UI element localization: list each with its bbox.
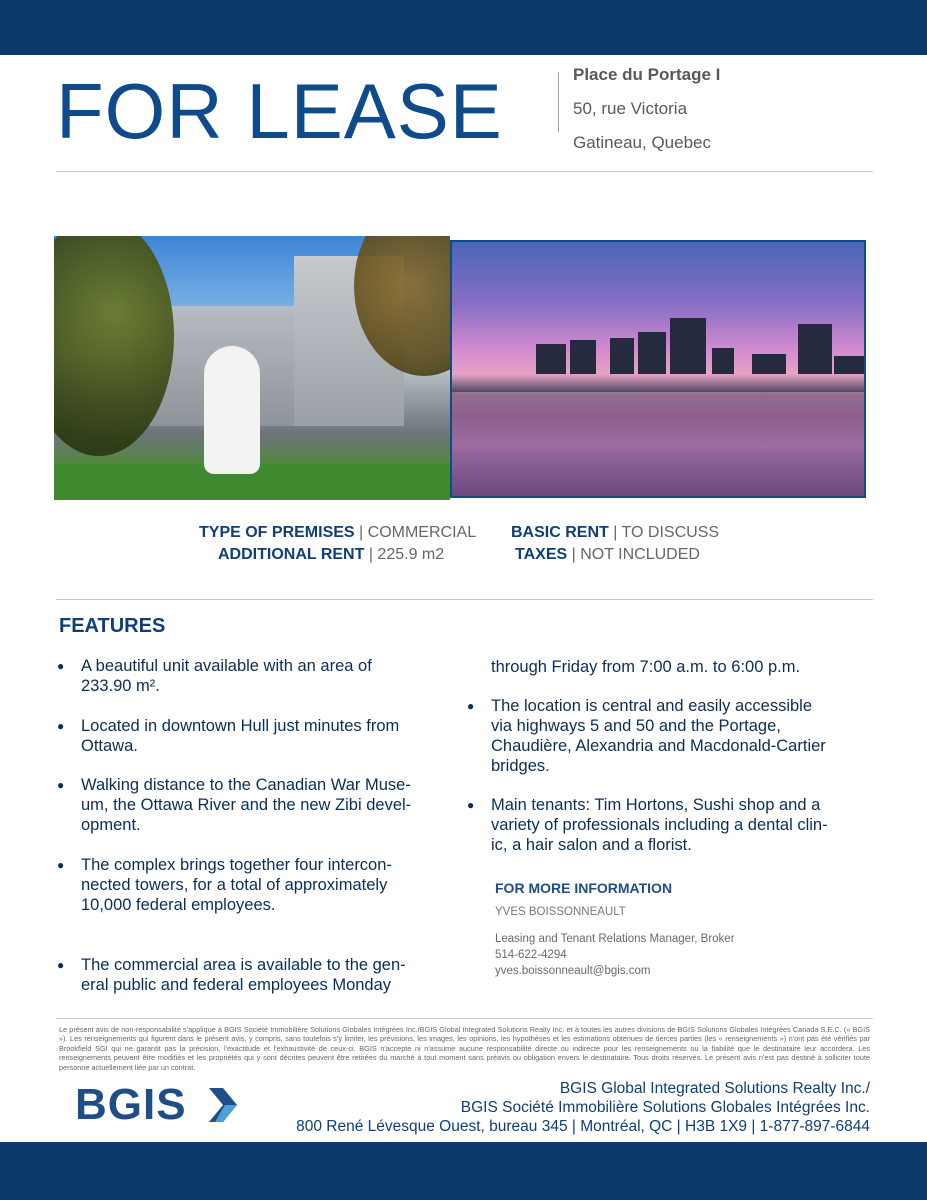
property-name: Place du Portage I	[573, 65, 721, 84]
contact-phone[interactable]: 514-622-4294	[495, 949, 567, 961]
spec-taxes-value: | NOT INCLUDED	[567, 546, 700, 563]
skyline-bldg	[670, 318, 706, 374]
spec-taxes-label: TAXES	[515, 546, 568, 563]
feature-text: Main tenants: Tim Hortons, Sushi shop and a variety of professionals including a dental clin- ic, a hair salon and a florist.	[491, 796, 828, 854]
spec-type	[199, 522, 476, 544]
spec-additional-rent	[218, 544, 444, 566]
header-divider	[558, 72, 559, 132]
feature-text: The location is central and easily accessible via highways 5 and 50 and the Portage, Chaudière, Alexandria and Macdonald-Cartier bridges.	[491, 697, 826, 775]
company-info	[296, 1079, 870, 1136]
spec-type-label: TYPE OF PREMISES	[199, 524, 355, 541]
photo-skyline	[536, 312, 866, 374]
spec-basic-rent-value: | TO DISCUSS	[608, 524, 720, 541]
features-title: FEATURES	[59, 615, 166, 637]
photo-sculpture	[204, 346, 260, 474]
spec-basic-rent-label: BASIC RENT	[511, 524, 609, 541]
logo-text: BGIS	[75, 1080, 187, 1129]
bullet-icon: ●	[57, 778, 65, 792]
skyline-bldg	[798, 324, 832, 374]
list-item	[467, 696, 871, 776]
spec-type-value: | COMMERCIAL	[354, 524, 477, 541]
list-item	[467, 795, 871, 855]
property-address	[573, 64, 720, 166]
company-name-en: BGIS Global Integrated Solutions Realty Inc./	[559, 1080, 870, 1097]
list-item	[57, 656, 461, 696]
feature-text: The commercial area is available to the gen- eral public and federal employees Monday	[81, 956, 406, 994]
feature-text: Located in downtown Hull just minutes from Ottawa.	[81, 717, 400, 755]
bullet-icon: ●	[467, 699, 475, 713]
property-city: Gatineau, Quebec	[573, 133, 711, 152]
features-rule	[56, 599, 873, 600]
photo-water	[452, 392, 864, 452]
feature-text: The complex brings together four intercon- nected towers, for a total of approximately 10,000 federal employees.	[81, 856, 392, 914]
skyline-bldg	[834, 356, 866, 374]
contact-title: FOR MORE INFORMATION	[495, 880, 673, 896]
logo-arrow-icon	[207, 1086, 239, 1124]
spec-additional-rent-label: ADDITIONAL RENT	[218, 546, 365, 563]
list-item	[57, 955, 461, 995]
contact-name: YVES BOISSONNEAULT	[495, 906, 626, 918]
skyline-bldg	[570, 340, 596, 374]
company-address: 800 René Lévesque Ouest, bureau 345 | Montréal, QC | H3B 1X9 | 1-877-897-6844	[296, 1118, 870, 1135]
disclaimer-rule	[56, 1018, 873, 1019]
feature-text: A beautiful unit available with an area of 233.90 m².	[81, 657, 372, 695]
bullet-icon: ●	[57, 958, 65, 972]
disclaimer-text: Le présent avis de non-responsabilité s'applique à BGIS Société Immobilière Solutions Globales Intégrées Inc./BGIS Global Integrated Solutions Realty Inc. et à toutes les autres divisions de BGIS Solutions Globales Intégrées Canada S.E.C. (« BGIS »). Les renseignements qui figurent dans le présent avis, y compris, sans toutefois s'y limiter, les prévisions, les images, les opinions, les hypothèses et les estimations obtenues de tierces parties (les « renseignements ») n'ont pas été vérifiés par Brookfield SGI qui ne garantit pas la précision, l'exactitude et l'exhaustivité de ceux-ci. BGIS n'accepte ni n'assume aucune responsabilité directe ou indirecte pour les renseignements ou la fiabilité que le destinataire leur accordera. Les renseignements peuvent être modifiés et les propriétés qui y sont décrites peuvent être retirées du marché à tout moment sans préavis ou obligation envers le destinataire. Tous droits réservés. Le présent avis n'est pas destiné à solliciter toute personne actuellement liée par un contrat.	[59, 1025, 870, 1072]
skyline-bldg	[752, 354, 786, 374]
list-item-continued	[491, 657, 871, 677]
bullet-icon: ●	[57, 659, 65, 673]
skyline-photo	[450, 240, 866, 498]
top-banner	[0, 0, 927, 55]
contact-role: Leasing and Tenant Relations Manager, Broker	[495, 933, 735, 945]
page-title: FOR LEASE	[56, 67, 503, 155]
contact-block	[495, 880, 735, 979]
list-item	[57, 716, 461, 756]
list-item	[57, 775, 461, 835]
company-name-fr: BGIS Société Immobilière Solutions Globales Intégrées Inc.	[460, 1099, 870, 1116]
skyline-bldg	[712, 348, 734, 374]
spec-taxes	[515, 544, 700, 566]
skyline-bldg	[536, 344, 566, 374]
contact-email[interactable]: yves.boissonneault@bgis.com	[495, 965, 651, 977]
bullet-icon: ●	[57, 858, 65, 872]
skyline-bldg	[638, 332, 666, 374]
bullet-icon: ●	[57, 719, 65, 733]
list-item	[57, 855, 461, 915]
bullet-icon: ●	[467, 798, 475, 812]
feature-text: through Friday from 7:00 a.m. to 6:00 p.m.	[491, 658, 801, 676]
feature-text: Walking distance to the Canadian War Muse- um, the Ottawa River and the new Zibi devel- opment.	[81, 776, 412, 834]
building-photo	[54, 236, 450, 500]
spec-basic-rent	[511, 522, 719, 544]
spec-additional-rent-value: | 225.9 m2	[364, 546, 445, 563]
property-street: 50, rue Victoria	[573, 99, 688, 118]
header-rule	[56, 171, 873, 172]
skyline-bldg	[610, 338, 634, 374]
bottom-banner	[0, 1142, 927, 1200]
